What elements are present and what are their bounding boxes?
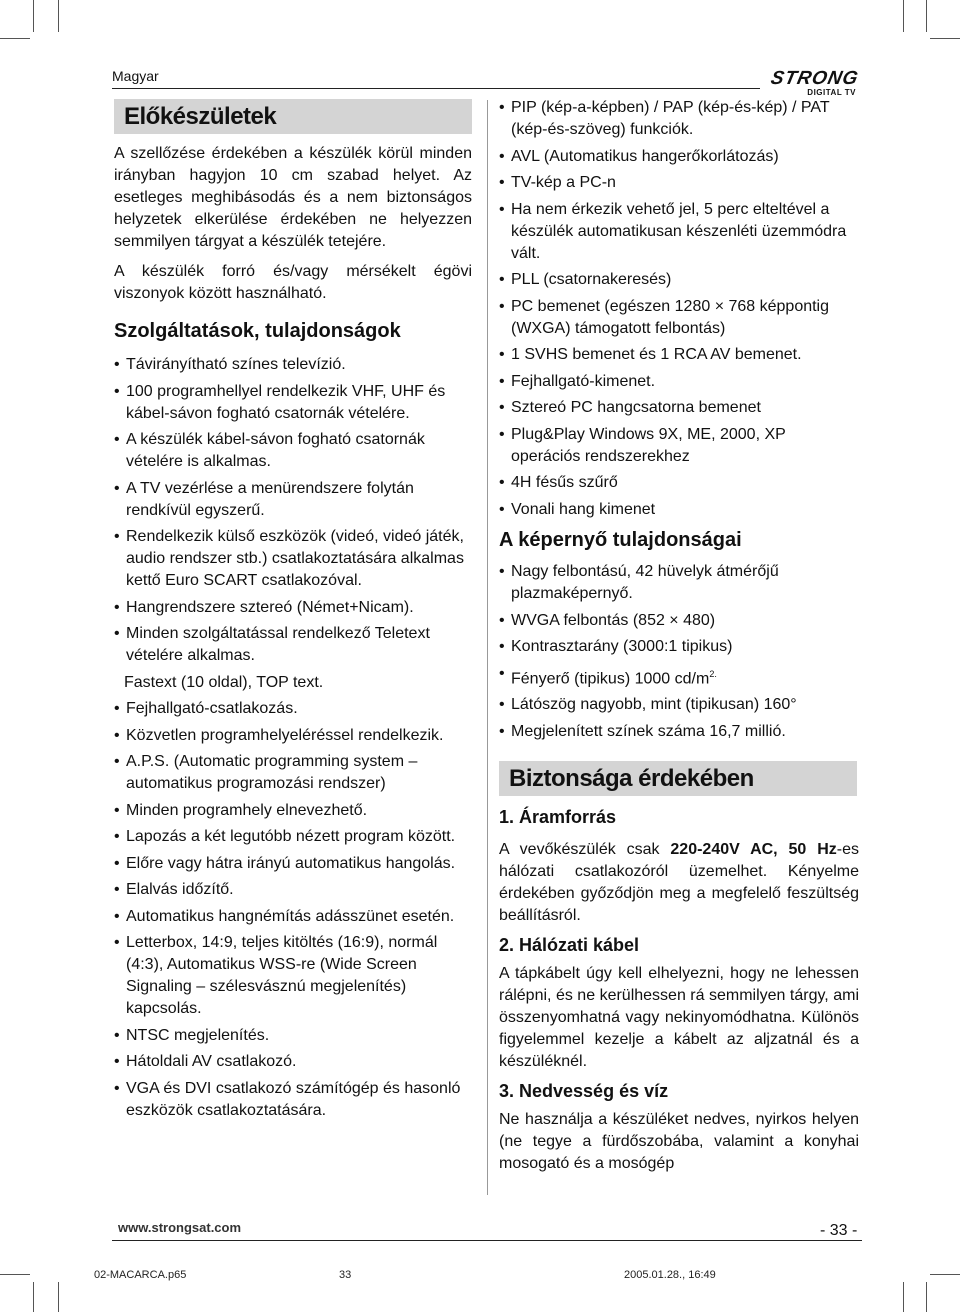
- list-item: • Hangrendszere sztereó (Német+Nicam).: [114, 597, 472, 619]
- power-paragraph: A vevőkészülék csak 220-240V AC, 50 Hz-es hálózati csatlakozóról üzemelhet. Kényelme érdekében győződjön meg a megfelelő feszültség beállításról.: [499, 841, 859, 925]
- list-item: • Elalvás időzítő.: [114, 879, 472, 901]
- list-item: • Ha nem érkezik vehető jel, 5 perc elteltével a készülék automatikusan készenléti üzemmódra vált.: [499, 199, 859, 265]
- crop-mark: [58, 1282, 59, 1312]
- section-title-band: [114, 99, 472, 134]
- section-title-preparation: Előkészületek: [124, 103, 277, 130]
- list-item: • PIP (kép-a-képben) / PAP (kép-és-kép) / PAT (kép-és-szöveg) funkciók.: [499, 97, 859, 141]
- section-title-safety: Biztonsága érdekében: [509, 765, 754, 793]
- list-item: • Nagy felbontású, 42 hüvelyk átmérőjű plazmaképernyő.: [499, 561, 859, 605]
- list-item: • Hátoldali AV csatlakozó.: [114, 1051, 472, 1073]
- section-title-band: [499, 761, 857, 796]
- crop-mark: [930, 38, 960, 39]
- list-item: • Látószög nagyobb, mint (tipikusan) 160°: [499, 694, 859, 716]
- list-item: • Automatikus hangnémítás adásszünet esetén.: [114, 906, 472, 928]
- cable-paragraph: A tápkábelt úgy kell elhelyezni, hogy ne lehessen rálépni, és ne kerülhessen rá semmilyen tárgy, ami összenyomhatná vagy nekinyomódhatna. Különös figyelemmel kezelje a kábelt az aljzatnál és a készüléknél.: [499, 965, 859, 1071]
- list-item: • PC bemenet (egészen 1280 × 768 képpontig (WXGA) támogatott felbontás): [499, 296, 859, 340]
- list-item: • A.P.S. (Automatic programming system – automatikus programozási rendszer): [114, 751, 472, 795]
- column-divider: [487, 100, 488, 1195]
- list-item: • A készülék kábel-sávon fogható csatornák vételére is alkalmas.: [114, 429, 472, 473]
- power-heading: 1. Áramforrás: [499, 807, 617, 828]
- brightness-text: Fényerő (tipikus) 1000 cd/m: [511, 669, 710, 687]
- list-item: • 1 SVHS bemenet és 1 RCA AV bemenet.: [499, 344, 859, 366]
- list-item: • 100 programhellyel rendelkezik VHF, UHF és kábel-sávon fogható csatornák vételére.: [114, 381, 472, 425]
- list-item: • AVL (Automatikus hangerőkorlátozás): [499, 146, 859, 168]
- screen-properties-heading: A képernyő tulajdonságai: [499, 529, 742, 551]
- climate-paragraph: A készülék forró és/vagy mérsékelt égövi viszonyok között használható.: [114, 263, 472, 302]
- header-divider: [112, 88, 760, 89]
- features-list: [114, 354, 472, 667]
- list-item: • Rendelkezik külső eszközök (videó, videó játék, audio rendszer stb.) csatlakoztatására alkalmas kettő Euro SCART csatlakozóval.: [114, 526, 472, 592]
- left-column: [114, 99, 472, 1126]
- features-list-continued: [114, 698, 472, 1122]
- list-item: • Távirányítható színes televízió.: [114, 354, 472, 376]
- crop-mark: [926, 1282, 927, 1312]
- list-item: • Sztereó PC hangcsatorna bemenet: [499, 397, 859, 419]
- screen-features-list: [499, 561, 859, 743]
- list-item: • VGA és DVI csatlakozó számítógép és hasonló eszközök csatlakoztatására.: [114, 1078, 472, 1122]
- logo-subtitle: DIGITAL TV: [807, 88, 856, 97]
- crop-mark: [0, 1274, 30, 1275]
- crop-mark: [33, 1282, 34, 1312]
- intro-paragraph: A szellőzése érdekében a készülék körül minden irányban hagyjon 10 cm szabad helyet. Az esetleges meghibásodás és a nem biztonságos helyzetek elkerülése érdekében ne helyezzen semmilyen tárgyat a készülék tetejére.: [114, 145, 472, 250]
- list-item: • Megjelenített színek száma 16,7 millió.: [499, 721, 859, 743]
- list-item: • A TV vezérlése a menürendszere folytán rendkívül egyszerű.: [114, 478, 472, 522]
- crop-mark: [926, 0, 927, 32]
- logo-text: STRONG: [768, 68, 861, 89]
- crop-mark: [58, 0, 59, 32]
- brand-logo: [762, 68, 862, 98]
- header-language: Magyar: [112, 68, 159, 84]
- right-column: [499, 97, 859, 1175]
- list-item: • Közvetlen programhelyeléréssel rendelkezik.: [114, 725, 472, 747]
- list-item: • PLL (csatornakeresés): [499, 269, 859, 291]
- print-sheet-number: 33: [339, 1269, 352, 1281]
- page-number: - 33 -: [820, 1222, 858, 1239]
- list-item: • Plug&Play Windows 9X, ME, 2000, XP operációs rendszerekhez: [499, 424, 859, 468]
- list-item: • Letterbox, 14:9, teljes kitöltés (16:9), normál (4:3), Automatikus WSS-re (Wide Screen Signaling – szélesvásznú megjelenítés) kapcsolás.: [114, 932, 472, 1020]
- print-timestamp: 2005.01.28., 16:49: [624, 1269, 716, 1281]
- moisture-heading: 3. Nedvesség és víz: [499, 1081, 669, 1102]
- list-item: • TV-kép a PC-n: [499, 172, 859, 194]
- footer-url: www.strongsat.com: [118, 1220, 242, 1235]
- list-item: • Lapozás a két legutóbb nézett program között.: [114, 826, 472, 848]
- crop-mark: [903, 0, 904, 32]
- brightness-superscript: 2.: [709, 668, 717, 679]
- cable-heading: 2. Hálózati kábel: [499, 935, 640, 956]
- list-item: [499, 663, 859, 690]
- list-item: • Előre vagy hátra irányú automatikus hangolás.: [114, 853, 472, 875]
- list-item: • 4H fésűs szűrő: [499, 472, 859, 494]
- print-filename: 02-MACARCA.p65: [94, 1269, 187, 1281]
- crop-mark: [903, 1282, 904, 1312]
- footer-divider: [112, 1240, 862, 1241]
- list-item: • WVGA felbontás (852 × 480): [499, 610, 859, 632]
- list-item: • Minden programhely elnevezhető.: [114, 800, 472, 822]
- list-item: • Kontrasztarány (3000:1 tipikus): [499, 636, 859, 658]
- crop-mark: [930, 1274, 960, 1275]
- crop-mark: [0, 38, 30, 39]
- list-item: • Minden szolgáltatással rendelkező Teletext vételére alkalmas.: [114, 623, 472, 667]
- list-item: • Fejhallgató-kimenet.: [499, 371, 859, 393]
- list-item: • NTSC megjelenítés.: [114, 1025, 472, 1047]
- fastext-line: Fastext (10 oldal), TOP text.: [124, 673, 324, 691]
- moisture-paragraph: Ne használja a készüléket nedves, nyirkos helyen (ne tegye a fürdőszobába, valamint a konyhai mosogató és a mosógép: [499, 1111, 859, 1173]
- features-list-right: [499, 97, 859, 521]
- list-item: • Vonali hang kimenet: [499, 499, 859, 521]
- crop-mark: [33, 0, 34, 32]
- list-item: • Fejhallgató-csatlakozás.: [114, 698, 472, 720]
- features-heading: Szolgáltatások, tulajdonságok: [114, 320, 401, 342]
